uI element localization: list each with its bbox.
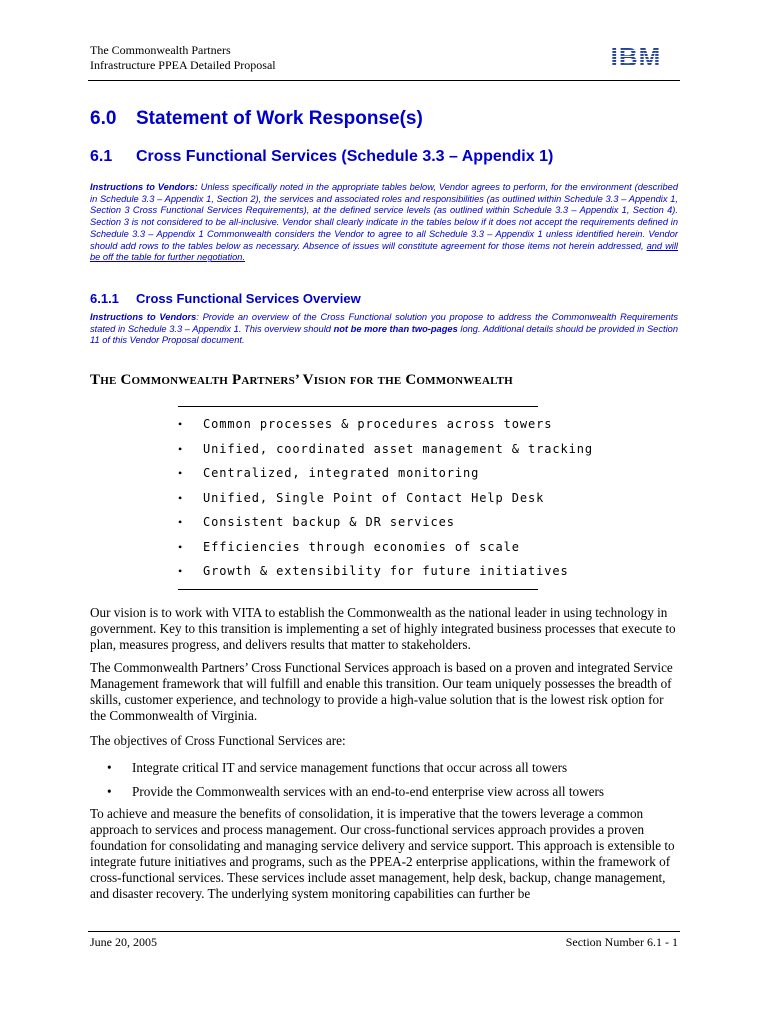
instructions-body-end: long. Additional details should be provided in Section 11 of this Vendor Proposal document.	[90, 323, 678, 346]
footer-section-number: Section Number 6.1 - 1	[565, 935, 678, 949]
vision-paragraph: Our vision is to work with VITA to establish the Commonwealth as the national leader in using technology in government. Key to this transition is implementing a set of highly integrated business processes that execute to plan, measures progress, and delivers results that matter to stakeholders.	[90, 605, 676, 652]
approach-paragraph: The Commonwealth Partners’ Cross Functional Services approach is based on a proven and integrated Service Management framework that will fulfill and enable this transition. Our team uniquely possesses the breadth of skills, customer experience, and technology to provide a high-value solution that is the lowest risk option for the Commonwealth of Virginia.	[90, 660, 673, 723]
vision-item: • Common processes & procedures across towers	[178, 412, 593, 437]
objectives-intro: The objectives of Cross Functional Services are:	[90, 733, 346, 748]
instructions-label: Instructions to Vendors	[90, 312, 197, 322]
vision-item: • Efficiencies through economies of scale	[178, 535, 593, 560]
vision-item: • Unified, Single Point of Contact Help Desk	[178, 486, 593, 511]
instructions-label: Instructions to Vendors:	[90, 182, 198, 192]
header-doc-title: Infrastructure PPEA Detailed Proposal	[90, 58, 276, 72]
instructions-body: Unless specifically noted in the appropriate tables below, Vendor agrees to perform, for the environment (described in Schedule 3.3 – Appendix 1, Section 2), the services and associated roles and responsibilities (as outlined within Schedule 3.3 – Appendix 1, Section 3 Cross Functional Services Requirements), at the defined service levels (as outlined within Schedule 3.3 – Appendix 1, Section 4). Section 3 is not considered to be all-inclusive. Vendor shall clearly indicate in the tables below if it does not accept the requirements defined in Schedule 3.3 – Appendix 1 Commonwealth considers the Vendor to agree to all Schedule 3.3 – Appendix 1 unless identified herein. Vendor should add rows to the tables below as necessary. Absence of issues will constitute agreement for those items not herein addressed,	[90, 182, 679, 251]
vision-bottom-rule	[178, 589, 538, 590]
vision-item: • Consistent backup & DR services	[178, 510, 593, 535]
subsubsection-heading	[90, 291, 361, 306]
vision-title: The Commonwealth Partners’ Vision for the Commonwealth	[90, 372, 513, 388]
vision-item: • Unified, coordinated asset management & tracking	[178, 437, 593, 462]
consolidation-paragraph: To achieve and measure the benefits of consolidation, it is imperative that the towers leverage a common approach to services and process management. Our cross-functional services approach provides a proven foundation for consolidating and managing service delivery and service support. This approach is extensible to integrate future initiatives and programs, such as the PPEA-2 enterprise applications, within the framework of cross-functional services. These services include asset management, help desk, backup, change management, and disaster recovery. The underlying system monitoring capabilities can further be	[90, 806, 675, 901]
section-number: 6.0	[90, 108, 117, 129]
header-org: The Commonwealth Partners	[90, 43, 231, 57]
subsubsection-number: 6.1.1	[90, 291, 119, 306]
objective-item: • Provide the Commonwealth services with an end-to-end enterprise view across all towers	[107, 780, 604, 804]
instructions-body: : Provide an overview of the Cross Functional solution you propose to address the Commonwealth Requirements stated in Schedule 3.3 – Appendix 1. This overview should	[90, 312, 678, 334]
ibm-logo-text: IBM	[610, 45, 662, 69]
subsection-heading	[90, 148, 553, 166]
vision-item: • Centralized, integrated monitoring	[178, 461, 593, 486]
section-title: Statement of Work Response(s)	[136, 108, 423, 129]
vision-top-rule	[178, 406, 538, 407]
footer-date: June 20, 2005	[90, 935, 157, 949]
instructions-to-vendors-1	[90, 182, 678, 264]
instructions-underlined: and will be off the table for further negotiation.	[90, 240, 678, 263]
subsubsection-title: Cross Functional Services Overview	[136, 291, 361, 306]
instructions-emphasis: not be more than two-pages	[333, 323, 458, 334]
footer-divider	[88, 931, 680, 932]
page-header	[90, 43, 276, 73]
objectives-list	[107, 756, 604, 804]
subsection-number: 6.1	[90, 148, 113, 165]
instructions-to-vendors-2	[90, 312, 678, 347]
header-divider	[88, 80, 680, 81]
ibm-logo	[602, 45, 670, 74]
vision-item: • Growth & extensibility for future initiatives	[178, 559, 593, 584]
subsection-title: Cross Functional Services (Schedule 3.3 – Appendix 1)	[136, 148, 554, 165]
objective-item: • Integrate critical IT and service management functions that occur across all towers	[107, 756, 604, 780]
vision-list	[178, 412, 593, 584]
section-heading	[90, 108, 423, 130]
